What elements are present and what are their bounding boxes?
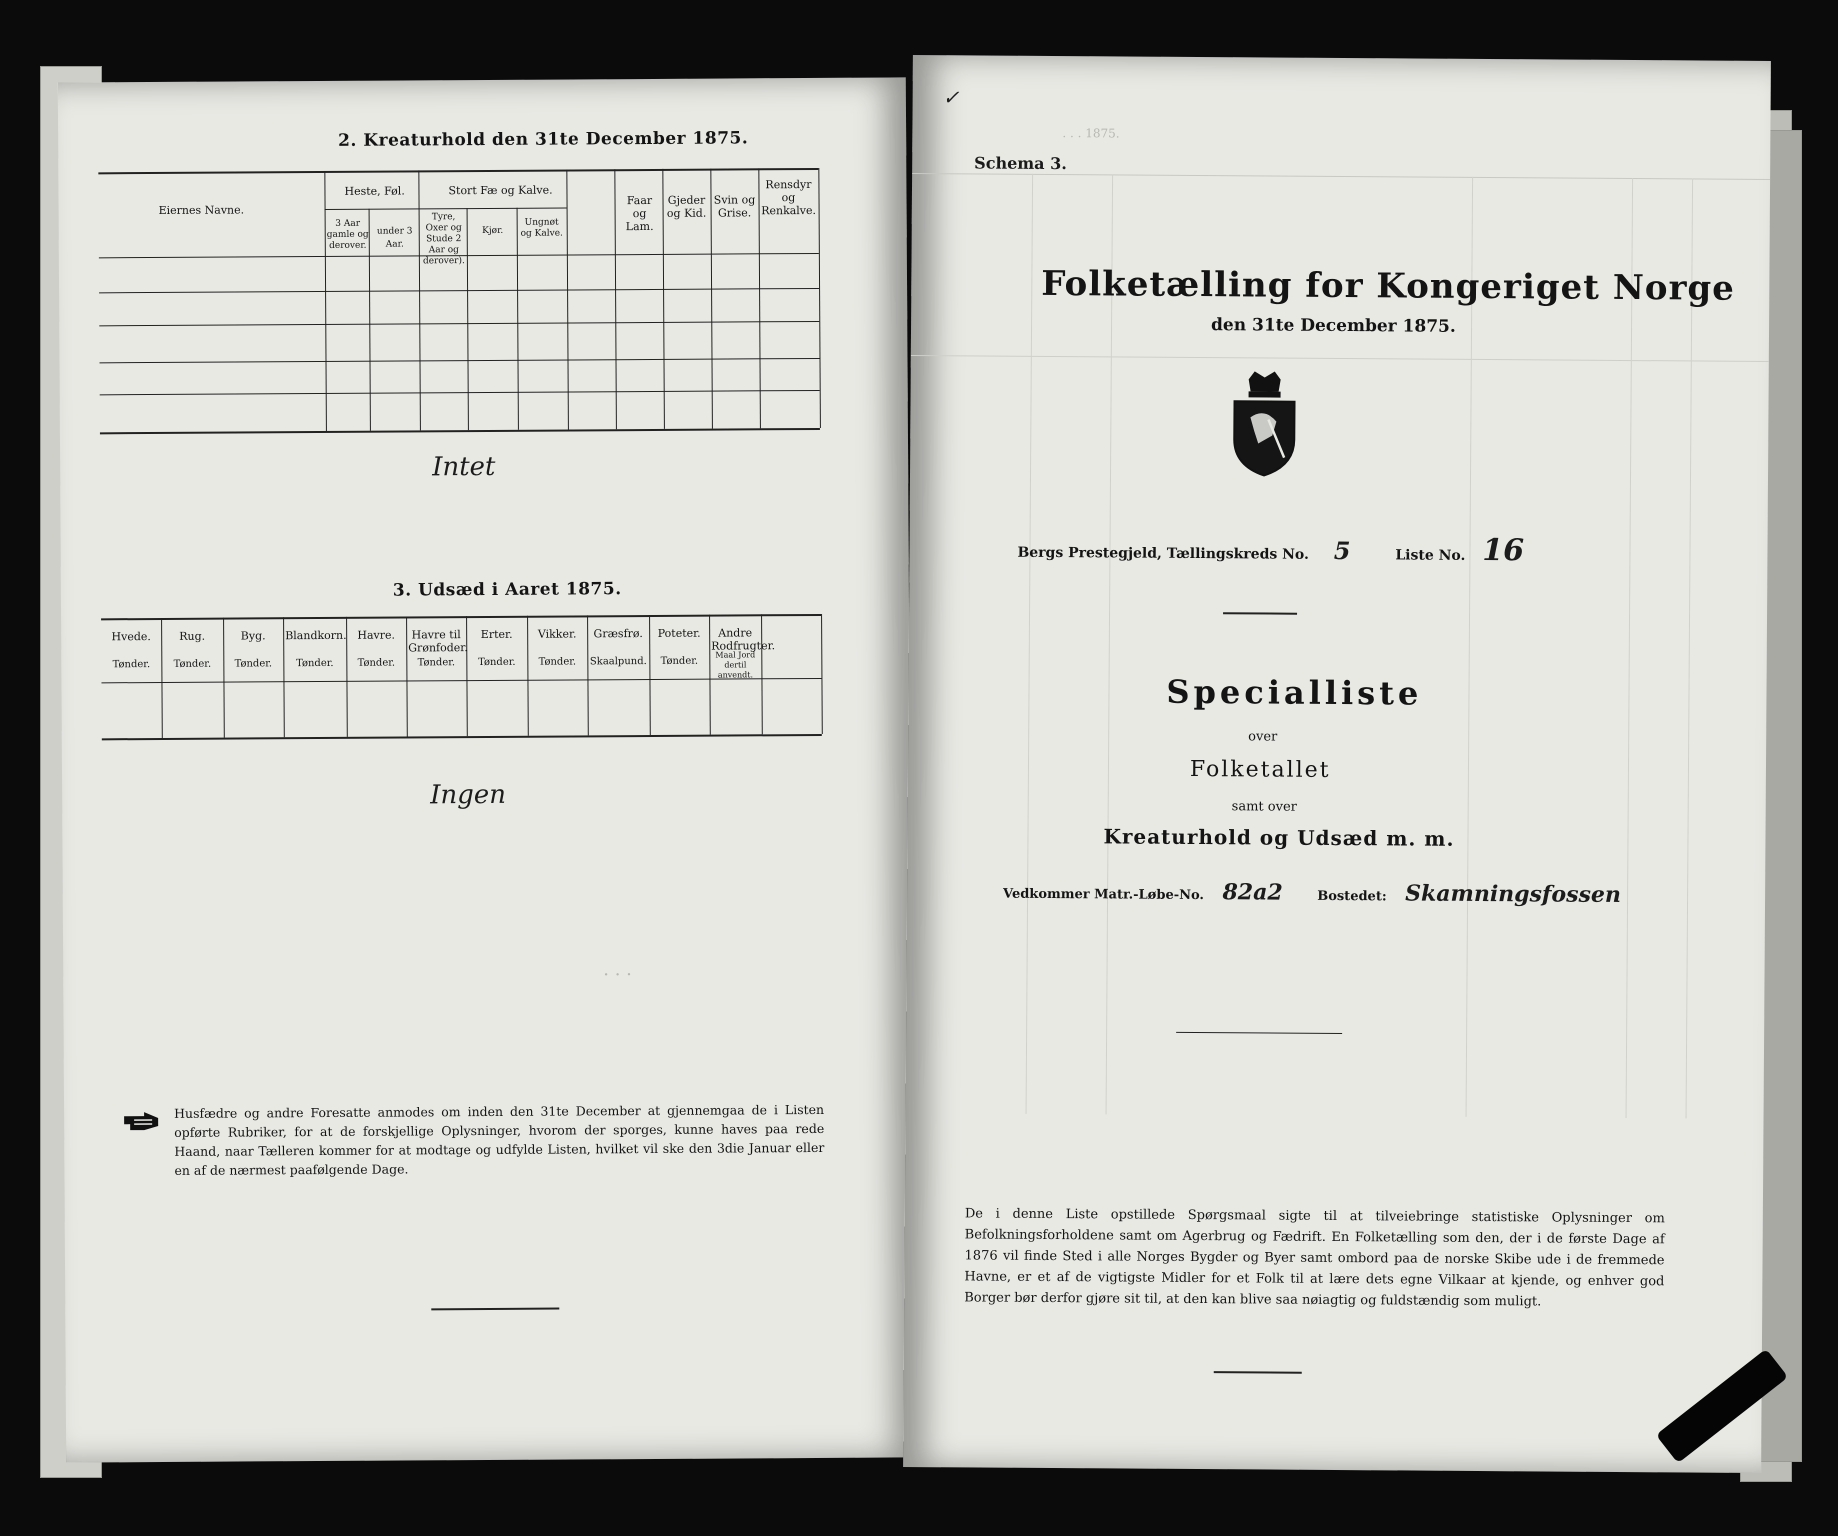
section3-handwritten-entry: Ingen	[430, 779, 507, 811]
schema-label: Schema 3.	[974, 153, 1067, 174]
seed-col-unit: Tønder.	[417, 657, 456, 669]
section2-title: 2. Kreaturhold den 31te December 1875.	[338, 128, 749, 151]
section3-title: 3. Udsæd i Aaret 1875.	[392, 579, 622, 601]
heste-header: Heste, Føl.	[344, 184, 405, 198]
signature-rule	[1176, 1032, 1342, 1034]
prestegjeld-label: Prestegjeld,	[1068, 545, 1163, 562]
matr-value: 82a2	[1222, 879, 1283, 906]
seed-col-unit: Tønder.	[478, 656, 516, 669]
stort-col2: Kjør.	[482, 225, 504, 237]
stort-col1: Tyre, Oxer og Stude 2 Aar og derover).	[422, 212, 465, 267]
seed-col-unit: Tønder.	[538, 656, 577, 668]
seed-col-unit: Maal Jord dertil anvendt.	[715, 650, 756, 680]
bosted-label: Bostedet:	[1317, 888, 1387, 905]
stort-col3: Ungnøt og Kalve.	[520, 217, 563, 239]
divider-rule	[1223, 612, 1297, 615]
heste-col1: 3 Aar gamle og derover.	[326, 218, 369, 251]
liste-label: Liste No.	[1395, 547, 1466, 564]
kreaturhold-heading: Kreaturhold og Udsæd m. m.	[1103, 824, 1455, 851]
seed-col-unit: Tønder.	[357, 657, 396, 669]
property-line	[1003, 878, 1621, 908]
bosted-value: Skamningsfossen	[1405, 880, 1621, 908]
owner-header: Eiernes Navne.	[158, 203, 245, 217]
seed-col-name: Vikker.	[537, 627, 577, 641]
district-line	[1017, 530, 1524, 569]
seed-col-name: Byg.	[240, 629, 266, 643]
pointing-hand-icon	[122, 1110, 162, 1136]
seed-col-name: Andre Rodfrugter.	[711, 626, 776, 653]
check-mark: ✓	[942, 85, 960, 110]
faar-header: Faar og Lam.	[625, 193, 654, 234]
norway-coat-of-arms	[1228, 369, 1301, 483]
liste-value: 16	[1482, 533, 1525, 569]
seed-col-name: Blandkorn.	[285, 628, 347, 643]
matr-label: Vedkommer Matr.-Løbe-No.	[1003, 886, 1205, 904]
seed-col-name: Poteter.	[657, 626, 701, 640]
bleed-through-grid	[913, 55, 1771, 61]
gjeder-header: Gjeder og Kid.	[666, 193, 707, 220]
seed-col-name: Hvede.	[111, 630, 151, 644]
prestegjeld-value: Bergs	[1017, 544, 1064, 562]
seed-col-unit: Tønder.	[660, 655, 699, 667]
seed-col-unit: Skaalpund.	[589, 656, 647, 668]
folketallet-heading: Folketallet	[1189, 756, 1331, 783]
seed-table	[58, 77, 906, 82]
specialliste-heading: Specialliste	[1166, 672, 1423, 713]
over-text-1: over	[1248, 729, 1278, 745]
svin-header: Svin og Grise.	[713, 193, 756, 220]
seed-col-name: Erter.	[480, 627, 513, 642]
seed-col-unit: Tønder.	[112, 659, 151, 671]
bleed-through-header: . . . 1875.	[1062, 126, 1120, 141]
heste-col2: under 3 Aar.	[376, 226, 413, 250]
right-page	[903, 55, 1771, 1473]
seed-col-unit: Tønder.	[296, 657, 334, 670]
bleed-through-numbers: . . .	[603, 959, 632, 981]
kreds-value: 5	[1333, 535, 1351, 566]
section2-handwritten-entry: Intet	[432, 451, 496, 483]
footer-rule	[431, 1308, 559, 1311]
seed-col-name: Havre til Grønfoder.	[408, 628, 468, 655]
seed-col-name: Rug.	[179, 629, 206, 643]
left-page	[58, 77, 914, 1462]
samt-over-text: samt over	[1231, 799, 1297, 815]
stort-header: Stort Fæ og Kalve.	[448, 183, 553, 198]
footnote-text: Husfædre og andre Foresatte anmodes om inden den 31te December at gjennemgaa de i Listen opførte Rubriker, for at de forskjellige Oplysninger, hvorom der sporges, kunne haves paa rede Haand, naar Tælleren kommer for at modtage og udfylde Listen, hvilket vil ske den 3die Januar eller en af de nærmest paafølgende Dage.	[174, 1101, 825, 1178]
intro-paragraph: De i denne Liste opstillede Spørgsmaal sigte til at tilveiebringe statistiske Oplysninger om Befolkningsforholdene samt om Agerbrug og Fædrift. En Folketælling som den, der i de første Dage af 1876 vil finde Sted i alle Norges Bygder og Byer samt ombord paa de norske Skibe ude i de fremmede Havne, er et af de vigtigste Midler for et Folk til at lære dets egne Vilkaar at kjende, og enhver god Borger bør derfor gjøre sit til, at den kan blive saa nøiagtig og fuldstændig som muligt.	[964, 1206, 1665, 1310]
kreds-label: Tællingskreds No.	[1166, 545, 1309, 563]
seed-col-name: Græsfrø.	[593, 627, 643, 641]
rensdyr-header: Rensdyr og Renkalve.	[761, 178, 817, 218]
seed-col-unit: Tønder.	[173, 658, 212, 670]
seed-col-unit: Tønder.	[234, 658, 273, 670]
bottom-rule	[1214, 1371, 1302, 1374]
date-line: den 31te December 1875.	[1210, 315, 1456, 337]
seed-col-name: Havre.	[357, 628, 396, 642]
main-title: Folketælling for Kongeriget Norge	[1041, 263, 1735, 309]
